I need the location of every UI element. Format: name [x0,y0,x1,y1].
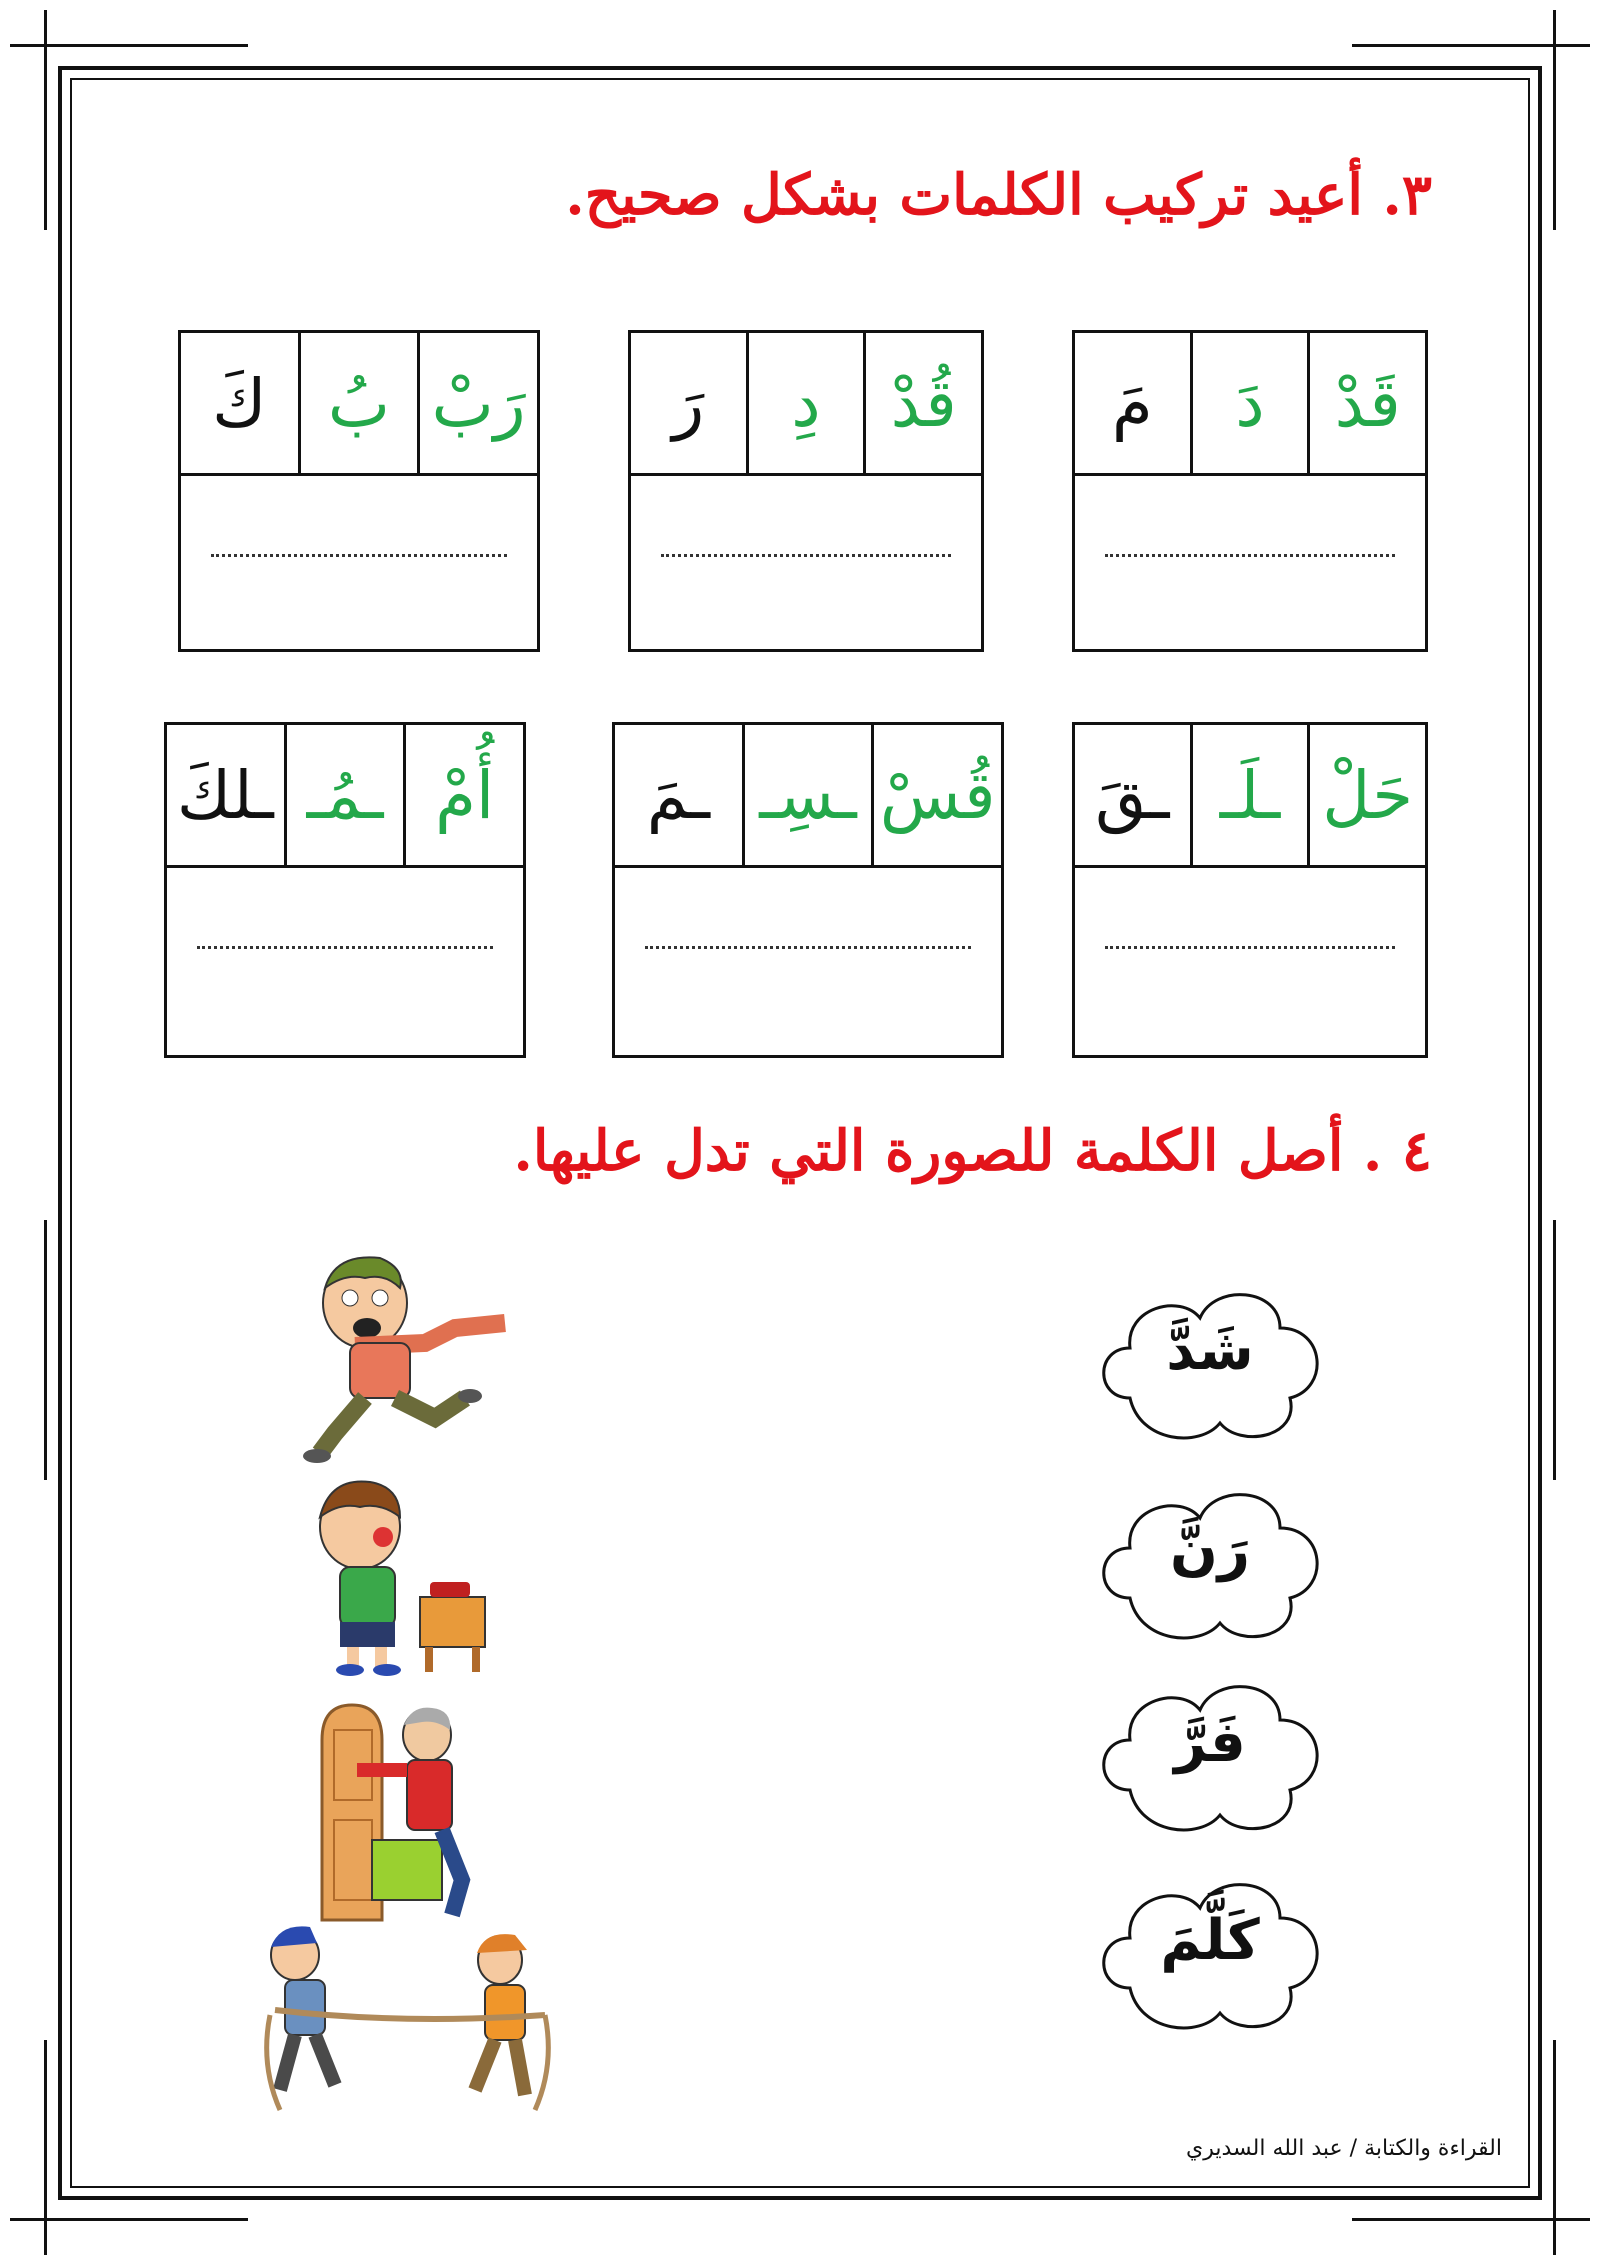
letter-row [631,333,981,476]
footer-credit: القراءة والكتابة / عبد الله السديري [1186,2136,1502,2161]
dotted-answer-line [1105,554,1395,557]
letter-cell: دِ [746,333,864,473]
letter-cell: دَ [1190,333,1308,473]
answer-field[interactable] [181,476,537,649]
cloud-word: شَدَّ [1166,1318,1254,1383]
corner-line [44,1220,47,1480]
letter-cell: ـلكَ [176,756,274,834]
letter-cell: ـمَ [646,756,710,834]
corner-line [44,2040,47,2255]
dotted-answer-line [211,554,507,557]
letter-cell: ـسِـ [742,725,872,865]
dotted-answer-line [1105,946,1395,949]
letter-cell: قَدْ [1307,333,1425,473]
man-at-door-picture[interactable] [312,1700,482,1934]
letter-box [164,722,526,1058]
letter-cell: قُسْ [871,725,1001,865]
answer-field[interactable] [167,868,523,1055]
section-4-heading: ٤ . أصل الكلمة للصورة التي تدل عليها. [513,1118,1432,1184]
letter-cell: رَبْ [417,333,537,473]
letter-cell: ـمُـ [284,725,404,865]
answer-field[interactable] [1075,476,1425,649]
letter-cell: كَ [212,364,267,442]
answer-field[interactable] [615,868,1001,1055]
cloud-word: رَنَّ [1169,1518,1251,1583]
section-3-heading: ٣. أعيد تركيب الكلمات بشكل صحيح. [565,162,1432,228]
dotted-answer-line [197,946,493,949]
corner-line [44,10,47,230]
word-cloud[interactable] [1090,1278,1330,1448]
word-cloud[interactable] [1090,1478,1330,1648]
letter-row [1075,725,1425,868]
letter-cell: بُ [298,333,418,473]
letter-cell: ـقَ [1095,756,1170,834]
tug-of-war-picture[interactable] [255,1915,565,2119]
letter-box [628,330,984,652]
answer-field[interactable] [1075,868,1425,1055]
letter-box [1072,330,1428,652]
word-cloud[interactable] [1090,1868,1330,2038]
boy-on-phone-picture[interactable] [305,1472,505,1686]
letter-row [167,725,523,868]
letter-box [178,330,540,652]
letter-cell: أُمْ [403,725,523,865]
dotted-answer-line [661,554,951,557]
corner-line [1553,10,1556,230]
letter-cell: حَلْ [1307,725,1425,865]
letter-cell: ـلَـ [1190,725,1308,865]
letter-cell: مَ [1111,364,1153,442]
corner-line [1553,2040,1556,2255]
letter-row [181,333,537,476]
dotted-answer-line [645,946,971,949]
corner-line [1553,1220,1556,1480]
letter-row [615,725,1001,868]
answer-field[interactable] [631,476,981,649]
running-boy-picture[interactable] [295,1248,525,1472]
letter-box [612,722,1004,1058]
letter-box [1072,722,1428,1058]
cloud-word: كَلَّمَ [1160,1908,1260,1973]
letter-cell: رَ [672,364,705,442]
cloud-word: فَرَّ [1174,1710,1246,1775]
letter-cell: قُدْ [863,333,981,473]
word-cloud[interactable] [1090,1670,1330,1840]
letter-row [1075,333,1425,476]
